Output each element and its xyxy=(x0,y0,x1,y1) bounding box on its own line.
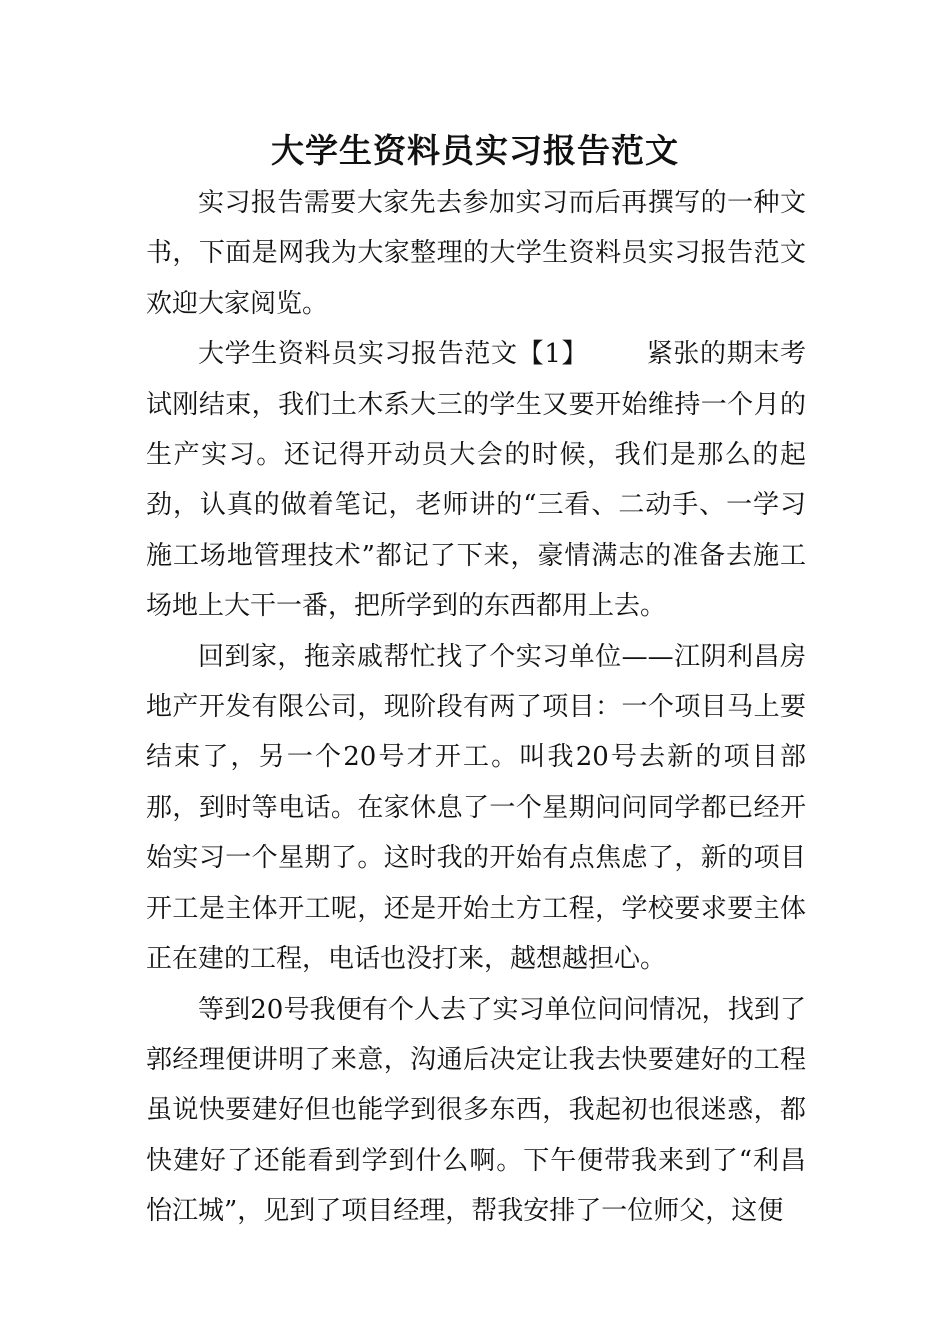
section-heading: 大学生资料员实习报告范文【1】 xyxy=(198,339,589,370)
document-body xyxy=(146,178,806,1237)
document-title: 大学生资料员实习报告范文 xyxy=(271,131,679,170)
section-text: 紧张的期末考试刚结束，我们土木系大三的学生又要开始维持一个月的生产实习。还记得开动员大会的时候，我们是那么的起劲，认真的做着笔记，老师讲的“三看、二动手、一学习施工场地管理技术”都记了下来，豪情满志的准备去施工场地上大干一番，把所学到的东西都用上去。 xyxy=(146,339,806,622)
paragraph-4: 等到20号我便有个人去了实习单位问问情况，找到了郭经理便讲明了来意，沟通后决定让我去快要建好的工程虽说快要建好但也能学到很多东西，我起初也很迷惑，都快建好了还能看到学到什么啊。下午便带我来到了“利昌怡江城”，见到了项目经理，帮我安排了一位师父，这便 xyxy=(146,994,806,1227)
paragraph-section-1 xyxy=(146,329,806,631)
paragraph-3: 回到家，拖亲戚帮忙找了个实习单位——江阴利昌房地产开发有限公司，现阶段有两了项目：一个项目马上要结束了，另一个20号才开工。叫我20号去新的项目部那，到时等电话。在家休息了一个星期问问同学都已经开始实习一个星期了。这时我的开始有点焦虑了，新的项目开工是主体开工呢，还是开始土方工程，学校要求要主体正在建的工程，电话也没打来，越想越担心。 xyxy=(146,641,806,975)
paragraph-intro: 实习报告需要大家先去参加实习而后再撰写的一种文书，下面是网我为大家整理的大学生资料员实习报告范文欢迎大家阅览。 xyxy=(146,188,806,319)
